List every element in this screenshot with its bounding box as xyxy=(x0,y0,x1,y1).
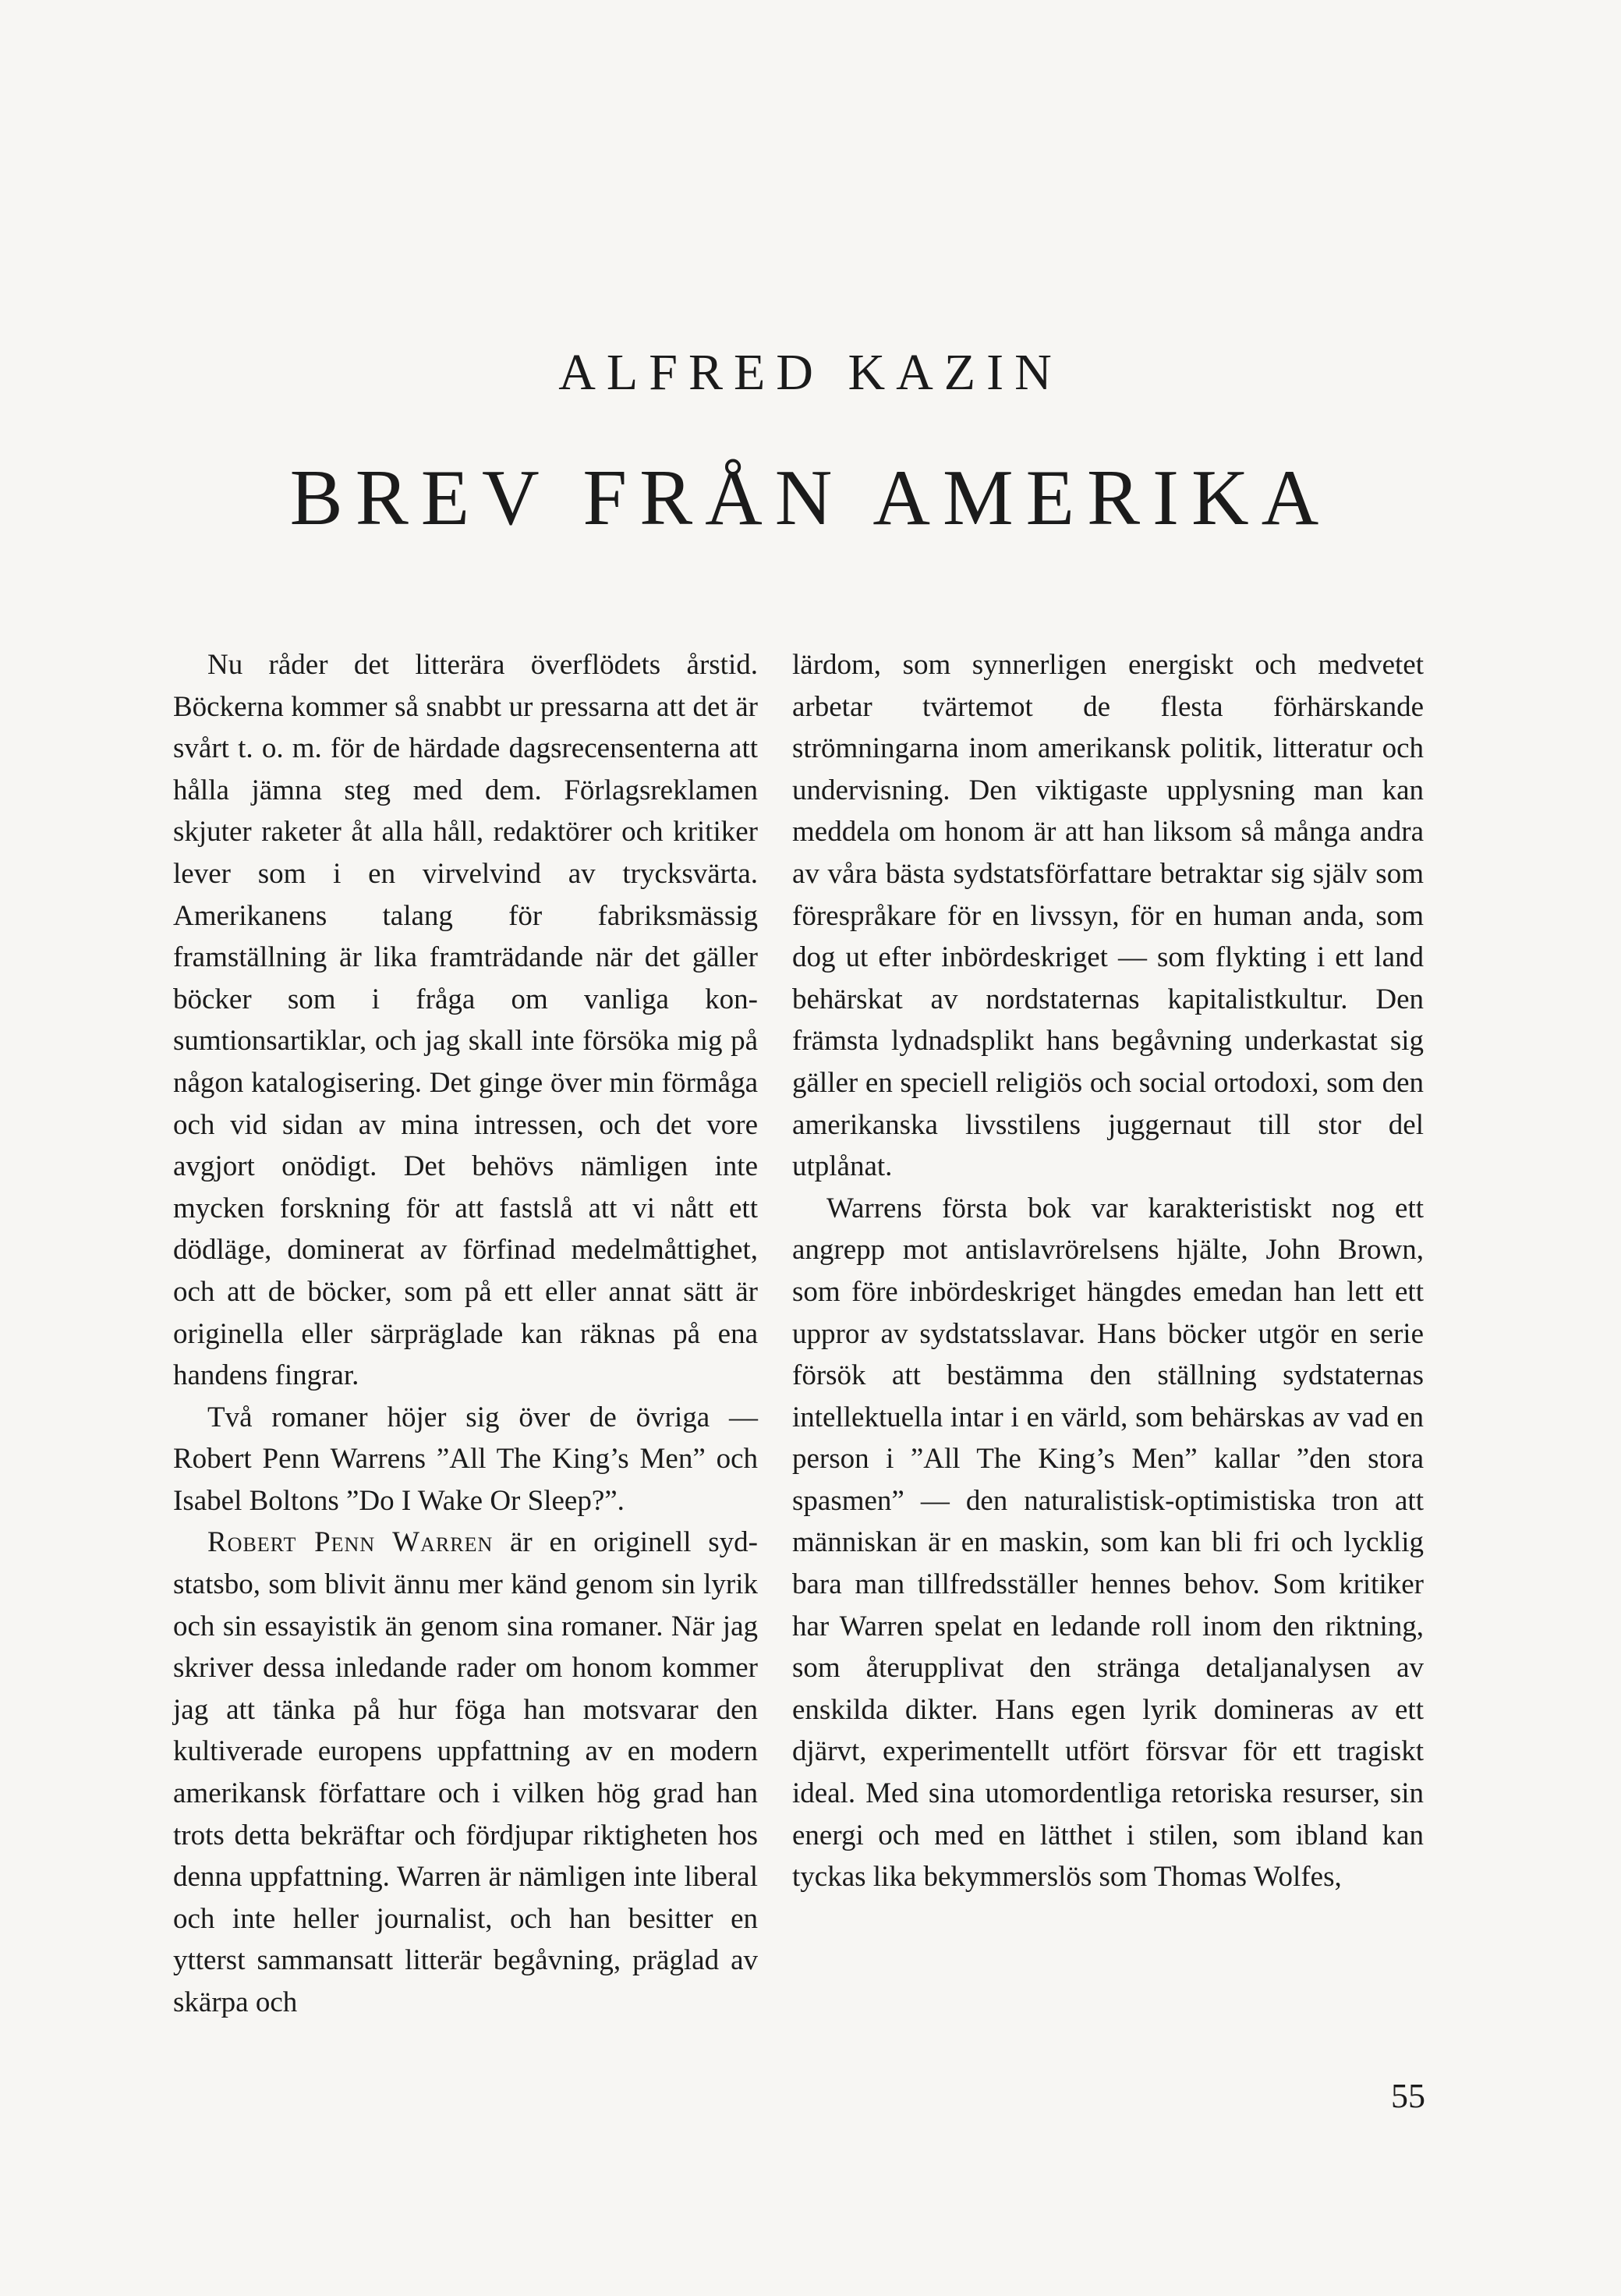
left-column xyxy=(173,644,758,2024)
paragraph: Nu råder det litterära överflödets årstid. Böckerna kommer så snabbt ur pressarna att det är svårt t. o. m. för de härdade dagsrecensenterna att hålla jämna steg med dem. Förlagsreklamen skjuter raketer åt alla håll, redaktörer och kritiker lever som i en virvelvind av trycksvärta. Amerikanens talang för fabriksmässig framställning är lika framträdande när det gäller böcker som i fråga om vanliga konsumtionsartiklar, och jag skall inte försöka mig på någon katalogisering. Det ginge över min förmåga och vid sidan av mina intressen, och det vore avgjort onödigt. Det behövs nämligen inte mycken forskning för att fastslå att vi nått ett dödläge, dominerat av förfinad medelmåttighet, och att de böcker, som på ett eller annat sätt är originella eller särpräglade kan räknas på ena handens fingrar. xyxy=(173,649,758,1392)
paragraph xyxy=(173,1522,758,2023)
paragraph: Warrens första bok var karakteristiskt nog ett angrepp mot antislavrörelsens hjälte, John Brown, som före inbördeskriget hängdes emedan han lett ett uppror av sydstatsslavar. Hans böcker utgör en serie försök att bestämma den ställning sydstaternas intellektuella intar i en värld, som behärskas av vad en person i ”All The King’s Men” kallar ”den stora spasmen” — den naturalistisk-optimistiska tron att människan är en maskin, som kan bli fri och lycklig bara man tillfredsställer hennes behov. Som kritiker har Warren spelat en ledande roll inom den riktning, som återupplivat den stränga detaljanalysen av enskilda dikter. Hans egen lyrik domineras av ett djärvt, experimentellt utfört försvar för ett tragiskt ideal. Med sina utomordentliga retoriska resurser, sin energi och med en lätthet i stilen, som ibland kan tyckas lika bekymmerslös som Thomas Wolfes, xyxy=(792,1192,1424,1894)
right-column xyxy=(792,644,1424,1898)
article-title: BREV FRÅN AMERIKA xyxy=(289,454,1332,542)
paragraph: Två romaner höjer sig över de övriga — Robert Penn Warrens ”All The King’s Men” och Isabel Boltons ”Do I Wake Or Sleep?”. xyxy=(173,1401,758,1517)
paragraph: lärdom, som synnerligen energiskt och medvetet arbetar tvärtemot de flesta förhärskande strömningarna inom amerikansk politik, litteratur och undervisning. Den viktigaste upplysning man kan meddela om honom är att han liksom så många andra av våra bästa sydstatsförfattare betraktar sig själv som förespråkare för en livssyn, för en human anda, som dog ut efter inbördeskriget — som flykting i ett land behärskat av nordstaternas kapitalistkultur. Den främsta lydnadsplikt hans begåvning underkastat sig gäller en speciell religiös och social ortodoxi, som den amerikanska livsstilens juggernaut till stor del utplånat. xyxy=(792,649,1424,1183)
paragraph-text: är en originell sydstatsbo, som blivit ännu mer känd genom sin lyrik och sin essayistik än genom sina romaner. När jag skriver dessa inledande rader om honom kommer jag att tänka på hur föga han motsvarar den kultiverade europens uppfattning av en modern amerikansk författare och i vilken hög grad han trots detta bekräftar och fördjupar riktigheten hos denna uppfattning. Warren är nämligen inte liberal och inte heller journalist, och han besitter en ytterst sammansatt litterär begåvning, präglad av skärpa och xyxy=(173,1526,758,2018)
author-name: ALFRED KAZIN xyxy=(558,344,1063,401)
small-caps-name: Robert Penn Warren xyxy=(207,1526,494,1559)
page-number: 55 xyxy=(1391,2077,1425,2115)
